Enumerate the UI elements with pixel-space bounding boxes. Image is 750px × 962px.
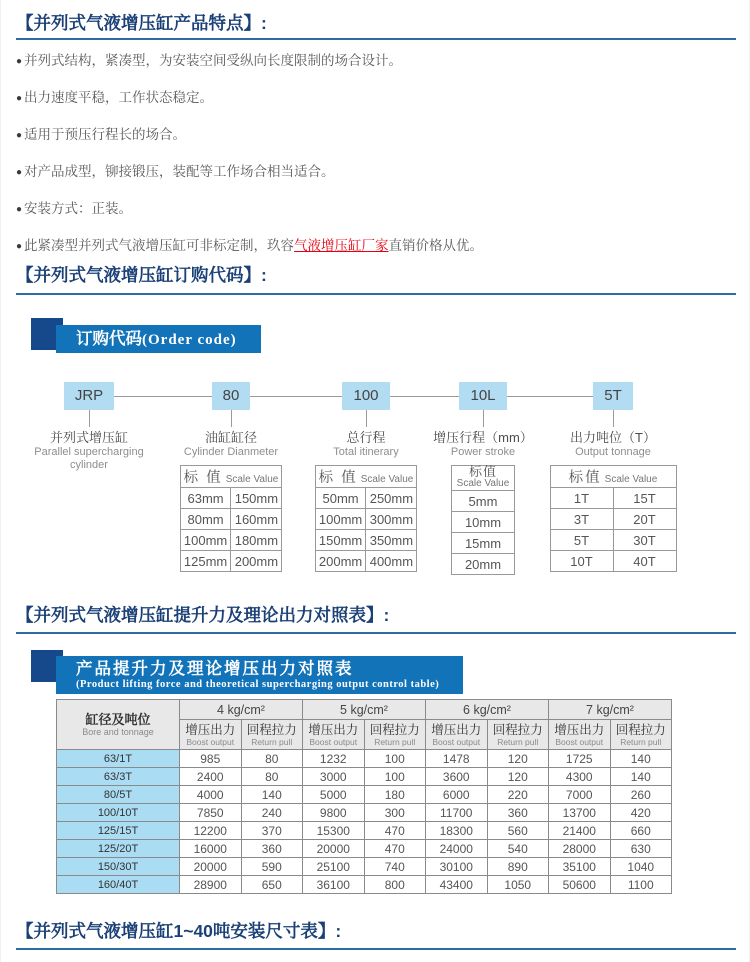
boost-header: 增压出力 Boost output bbox=[426, 720, 488, 750]
table-row: 5mm bbox=[452, 491, 515, 512]
tick-line bbox=[89, 410, 90, 427]
code-box: JRP bbox=[64, 382, 114, 410]
boost-header: 增压出力 Boost output bbox=[303, 720, 365, 750]
table-row: 5T 30T bbox=[550, 530, 676, 551]
code-node-jrp bbox=[14, 382, 164, 472]
force-table-divider bbox=[16, 632, 736, 634]
tick-line bbox=[366, 410, 367, 427]
code-box: 100 bbox=[342, 382, 389, 410]
feature-text: 出力速度平稳，工作状态稳定。 bbox=[24, 90, 214, 105]
return-header: 回程拉力 Return pull bbox=[241, 720, 303, 750]
banner-title-zh: 产品提升力及理论增压出力对照表 bbox=[76, 659, 354, 678]
model-cell: 63/3T bbox=[57, 768, 180, 786]
node-label-en: Parallel supercharging cylinder bbox=[34, 446, 144, 471]
boost-header: 增压出力 Boost output bbox=[180, 720, 242, 750]
tick-line bbox=[613, 410, 614, 427]
table-row: 125mm 200mm bbox=[180, 551, 282, 572]
banner-title-en: (Product lifting force and theoretical supercharging output control table) bbox=[76, 679, 440, 690]
table-row: 125/15T 12200 370 15300 470 18300 560 21400 660 bbox=[57, 822, 672, 840]
corner-header: 缸径及吨位 Bore and tonnage bbox=[57, 700, 180, 750]
feature-text: 此紧凑型并列式气液增压缸可非标定制，玖容 bbox=[24, 238, 295, 253]
node-label-en: Output tonnage bbox=[575, 446, 651, 458]
table-row: 1T 15T bbox=[550, 488, 676, 509]
bullet-icon: ● bbox=[16, 130, 23, 141]
table-row: 125/20T 16000 360 20000 470 24000 540 28000 630 bbox=[57, 840, 672, 858]
feature-item bbox=[16, 87, 736, 109]
order-code-heading: 【并列式气液增压缸订购代码】: bbox=[16, 265, 267, 285]
force-table-heading: 【并列式气液增压缸提升力及理论出力对照表】: bbox=[16, 605, 390, 625]
bullet-icon: ● bbox=[16, 241, 23, 252]
manufacturer-link[interactable]: 气液增压缸厂家 bbox=[294, 238, 389, 253]
table-row: 100/10T 7850 240 9800 300 11700 360 13700 420 bbox=[57, 804, 672, 822]
boost-header: 增压出力 Boost output bbox=[549, 720, 611, 750]
code-box: 80 bbox=[212, 382, 251, 410]
tick-line bbox=[483, 410, 484, 427]
features-divider bbox=[16, 38, 736, 40]
feature-text: 适用于预压行程长的场合。 bbox=[24, 127, 187, 142]
feature-item bbox=[16, 235, 736, 257]
scale-table-header: 标 值 Scale Value bbox=[315, 466, 417, 488]
install-table-divider bbox=[16, 948, 736, 950]
feature-item bbox=[16, 50, 736, 72]
scale-table-header: 标 值 Scale Value bbox=[180, 466, 282, 488]
tick-line bbox=[231, 410, 232, 427]
pressure-header: 4 kg/cm² bbox=[180, 700, 303, 720]
banner-title-zh: 订购代码 bbox=[76, 329, 142, 348]
code-node-tonnage bbox=[528, 382, 698, 572]
scale-table-header: 标值 Scale Value bbox=[550, 466, 676, 488]
features-heading: 【并列式气液增压缸产品特点】: bbox=[16, 13, 267, 33]
code-node-cylinder bbox=[156, 382, 306, 572]
table-row: 80/5T 4000 140 5000 180 6000 220 7000 260 bbox=[57, 786, 672, 804]
force-data-table bbox=[56, 699, 672, 894]
model-cell: 125/15T bbox=[57, 822, 180, 840]
model-cell: 125/20T bbox=[57, 840, 180, 858]
install-table-heading: 【并列式气液增压缸1~40吨安装尺寸表】: bbox=[16, 921, 342, 941]
node-label-en: Cylinder Dianmeter bbox=[183, 446, 279, 458]
table-row: 100mm 180mm bbox=[180, 530, 282, 551]
order-code-diagram bbox=[1, 375, 750, 593]
node-label-zh: 增压行程（mm） bbox=[433, 430, 533, 445]
code-box: 5T bbox=[593, 382, 633, 410]
bullet-icon: ● bbox=[16, 204, 23, 215]
return-header: 回程拉力 Return pull bbox=[364, 720, 426, 750]
model-cell: 80/5T bbox=[57, 786, 180, 804]
model-cell: 160/40T bbox=[57, 876, 180, 894]
bullet-icon: ● bbox=[16, 56, 23, 67]
table-row: 20mm bbox=[452, 554, 515, 575]
feature-item bbox=[16, 198, 736, 220]
model-cell: 63/1T bbox=[57, 750, 180, 768]
node-label-zh: 总行程 bbox=[346, 430, 386, 445]
node-label-zh: 油缸缸径 bbox=[204, 430, 257, 445]
table-row: 150mm 350mm bbox=[315, 530, 417, 551]
feature-text: 直销价格从优。 bbox=[388, 238, 484, 253]
code-box: 10L bbox=[459, 382, 506, 410]
bullet-icon: ● bbox=[16, 167, 23, 178]
feature-item bbox=[16, 161, 736, 183]
banner-title-en: (Order code) bbox=[142, 332, 237, 348]
table-row: 63/1T 985 80 1232 100 1478 120 1725 140 bbox=[57, 750, 672, 768]
table-row: 160/40T 28900 650 36100 800 43400 1050 50600 1100 bbox=[57, 876, 672, 894]
table-row: 100mm 300mm bbox=[315, 509, 417, 530]
pressure-header: 5 kg/cm² bbox=[303, 700, 426, 720]
table-row: 63/3T 2400 80 3000 100 3600 120 4300 140 bbox=[57, 768, 672, 786]
table-row: 10mm bbox=[452, 512, 515, 533]
power-scale-table bbox=[451, 465, 515, 575]
node-label-en: Total itinerary bbox=[333, 446, 399, 458]
feature-item bbox=[16, 124, 736, 146]
model-cell: 150/30T bbox=[57, 858, 180, 876]
node-label-zh: 并列式增压缸 bbox=[49, 430, 128, 445]
model-cell: 100/10T bbox=[57, 804, 180, 822]
feature-text: 对产品成型，铆接锻压，装配等工作场合相当适合。 bbox=[24, 164, 335, 179]
node-label-en: Power stroke bbox=[450, 446, 516, 458]
tonnage-scale-table bbox=[550, 465, 677, 572]
pressure-header: 6 kg/cm² bbox=[426, 700, 549, 720]
table-row: 3T 20T bbox=[550, 509, 676, 530]
feature-text: 并列式结构，紧凑型，为安装空间受纵向长度限制的场合设计。 bbox=[24, 53, 403, 68]
table-row: 200mm 400mm bbox=[315, 551, 417, 572]
pressure-header: 7 kg/cm² bbox=[549, 700, 672, 720]
feature-list bbox=[16, 50, 736, 272]
pressure-header-row bbox=[57, 700, 672, 720]
table-row: 10T 40T bbox=[550, 551, 676, 572]
return-header: 回程拉力 Return pull bbox=[610, 720, 672, 750]
banner-bar bbox=[56, 656, 463, 694]
return-header: 回程拉力 Return pull bbox=[487, 720, 549, 750]
order-code-divider bbox=[16, 293, 736, 295]
scale-table-header: 标值 Scale Value bbox=[452, 466, 515, 491]
cylinder-scale-table bbox=[180, 465, 283, 572]
bullet-icon: ● bbox=[16, 93, 23, 104]
node-label-zh: 出力吨位（T） bbox=[570, 430, 656, 445]
table-row: 50mm 250mm bbox=[315, 488, 417, 509]
banner-bar bbox=[56, 325, 261, 353]
feature-text: 安装方式：正装。 bbox=[24, 201, 133, 216]
table-row: 15mm bbox=[452, 533, 515, 554]
table-row: 63mm 150mm bbox=[180, 488, 282, 509]
table-row: 80mm 160mm bbox=[180, 509, 282, 530]
table-row: 150/30T 20000 590 25100 740 30100 890 35100 1040 bbox=[57, 858, 672, 876]
